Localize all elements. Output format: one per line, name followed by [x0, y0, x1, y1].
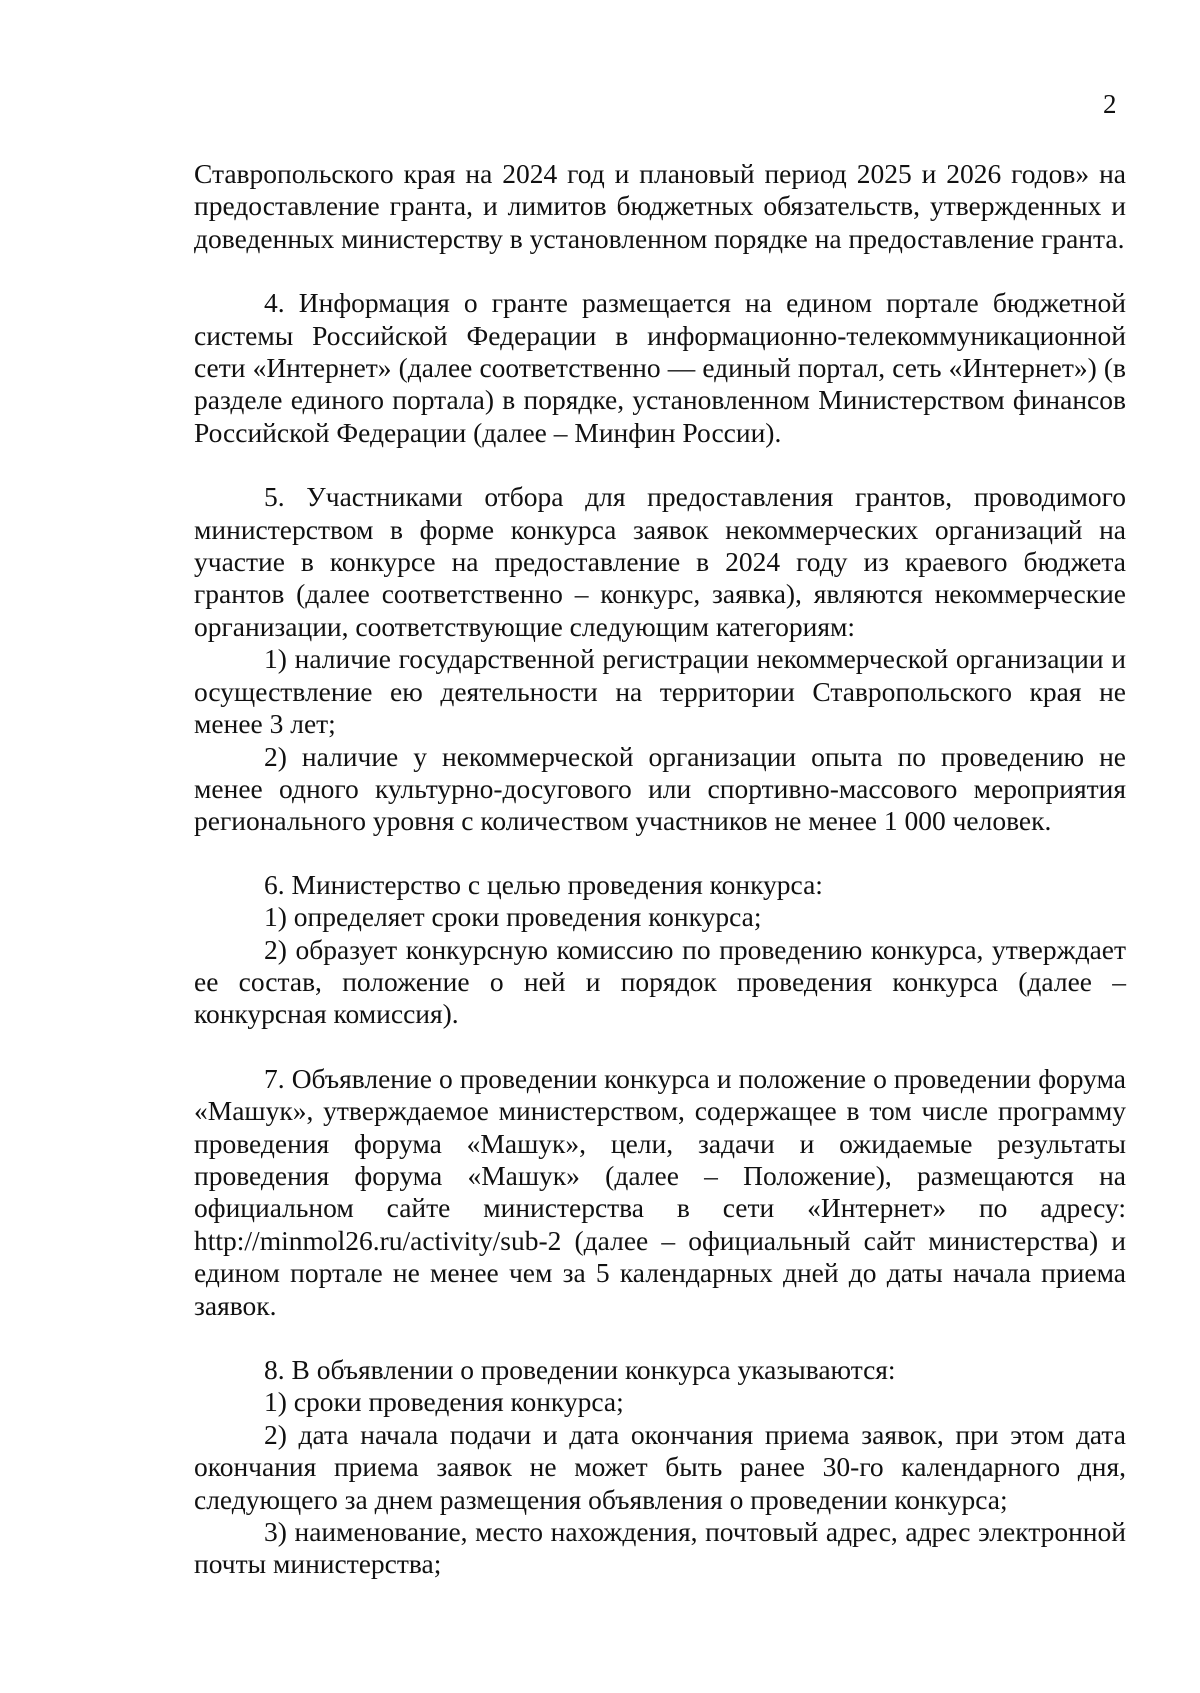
paragraph-continuation: Ставропольского края на 2024 год и плановый период 2025 и 2026 годов» на предоставление гранта, и лимитов бюджетных обязательств, утвержденных и доведенных министерству в установленном порядке на предоставление гранта. — [194, 158, 1126, 254]
document-body — [194, 158, 1126, 1581]
paragraph-5-item-1: 1) наличие государственной регистрации некоммерческой организации и осуществление ею деятельности на территории Ставропольского края не менее 3 лет; — [194, 643, 1126, 740]
paragraph-8: 8. В объявлении о проведении конкурса указываются: — [264, 1354, 896, 1385]
paragraph-5: 5. Участниками отбора для предоставления грантов, проводимого министерством в форме конкурса заявок некоммерческих организаций на участие в конкурсе на предоставление в 2024 году из краевого бюджета грантов (далее соответственно – конкурс, заявка), являются некоммерческие организации, соответствующие следующим категориям: — [194, 481, 1126, 642]
paragraph-5-item-2: 2) наличие у некоммерческой организации опыта по проведению не менее одного культурно-досугового или спортивно-массового мероприятия регионального уровня с количеством участников не менее 1 000 человек. — [194, 740, 1126, 837]
paragraph-7: 7. Объявление о проведении конкурса и положение о проведении форума «Машук», утверждаемое министерством, содержащее в том числе программу проведения форума «Машук», цели, задачи и ожидаемые результаты проведения форума «Машук» (далее – Положение), размещаются на официальном сайте министерства в сети «Интернет» по адресу: http://minmol26.ru/activity/sub-2 (далее – официальный сайт министерства) и едином портале не менее чем за 5 календарных дней до даты начала приема заявок. — [194, 1062, 1126, 1321]
paragraph-4: 4. Информация о гранте размещается на едином портале бюджетной системы Российской Федерации в информационно-телекоммуникационной сети «Интернет» (далее соответственно — единый портал, сеть «Интернет») (в разделе единого портала) в порядке, установленном Министерством финансов Российской Федерации (далее – Минфин России). — [194, 287, 1126, 448]
paragraph-6-item-2: 2) образует конкурсную комиссию по проведению конкурса, утверждает ее состав, положение о ней и порядок проведения конкурса (далее – конкурсная комиссия). — [194, 933, 1126, 1030]
paragraph-6-item-1: 1) определяет сроки проведения конкурса; — [264, 901, 762, 933]
paragraph-6: 6. Министерство с целью проведения конкурса: — [264, 868, 823, 900]
paragraph-8-item-2: 2) дата начала подачи и дата окончания приема заявок, при этом дата окончания приема заявок не может быть ранее 30-го календарного дня, следующего за днем размещения объявления о проведении конкурса; — [194, 1418, 1126, 1515]
paragraph-8-item-1: 1) сроки проведения конкурса; — [264, 1386, 624, 1418]
page-number: 2 — [1103, 89, 1117, 119]
paragraph-8-item-3: 3) наименование, место нахождения, почтовый адрес, адрес электронной почты министерства; — [194, 1516, 1126, 1580]
